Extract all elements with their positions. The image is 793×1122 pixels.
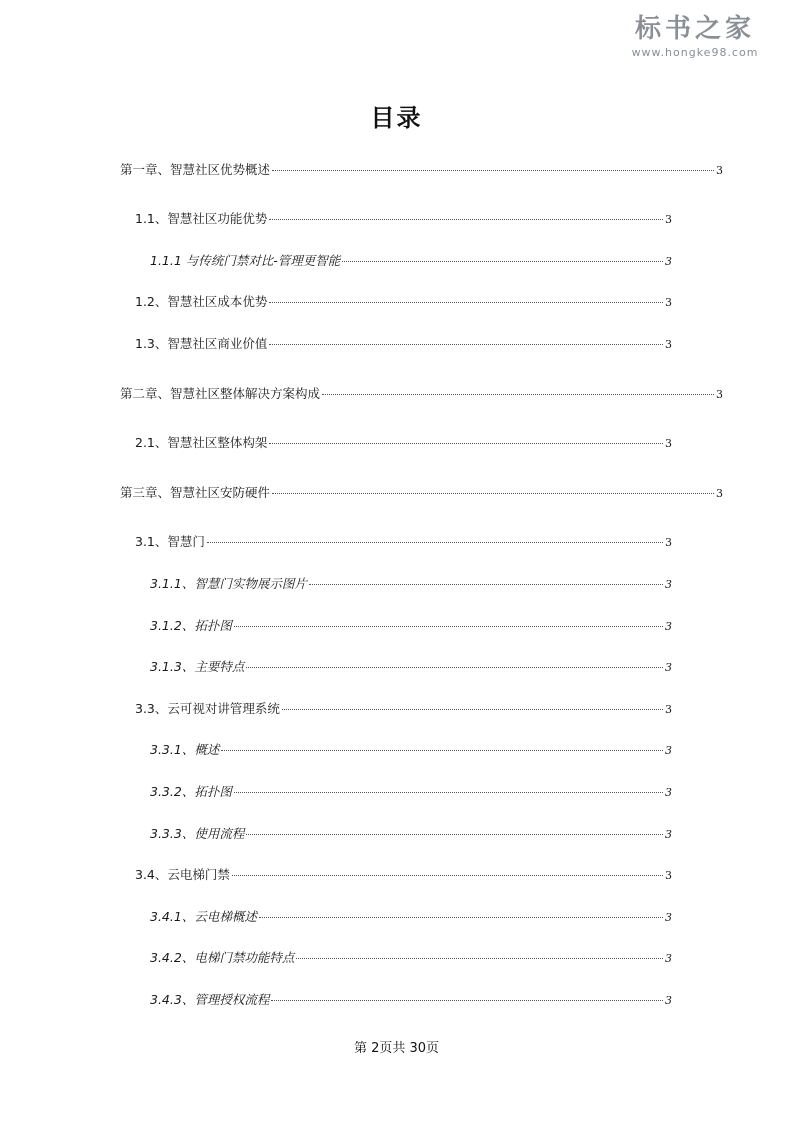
toc-entry-number: 3.1.3、 (150, 659, 195, 674)
toc-entry[interactable] (150, 657, 672, 675)
toc-entry[interactable] (135, 209, 672, 227)
toc-entry[interactable] (150, 574, 672, 592)
toc-entry-number: 3.3、 (135, 701, 168, 716)
toc-entry[interactable] (150, 251, 672, 269)
toc-entry-number: 第一章、 (120, 162, 171, 177)
toc-dot-leader (259, 917, 663, 918)
toc-entry-title: 拓扑图 (194, 618, 232, 633)
toc-dot-leader (232, 875, 663, 876)
toc-entry-number: 3.1.2、 (150, 618, 195, 633)
toc-entry[interactable] (135, 865, 672, 883)
toc-entry[interactable] (150, 990, 672, 1008)
toc-entry-number: 3.4.2、 (150, 950, 195, 965)
toc-dot-leader (269, 219, 663, 220)
toc-entry-title: 智慧社区整体解决方案构成 (170, 386, 321, 401)
toc-entry-title: 云电梯门禁 (167, 867, 230, 882)
toc-page-number: 3 (716, 164, 723, 177)
toc-entry[interactable] (120, 384, 723, 402)
toc-dot-leader (221, 750, 663, 751)
toc-entry[interactable] (150, 824, 672, 842)
toc-entry[interactable] (135, 334, 672, 352)
toc-entry-title: 智慧社区成本优势 (167, 294, 268, 309)
toc-page-number: 3 (665, 437, 672, 450)
toc-page-number: 3 (665, 703, 672, 716)
toc-page-number: 3 (716, 487, 723, 500)
toc-entry-title: 云可视对讲管理系统 (167, 701, 280, 716)
toc-entry[interactable] (150, 948, 672, 966)
toc-entry-number: 3.1.1、 (150, 576, 195, 591)
toc-entry-title: 智慧门 (167, 534, 205, 549)
toc-dot-leader (246, 834, 663, 835)
toc-dot-leader (269, 344, 663, 345)
logo-main-text: 标书之家 (634, 14, 755, 44)
toc-entry-title: 管理授权流程 (194, 992, 270, 1007)
page-footer: 第 2页共 30页 (353, 1041, 440, 1056)
toc-dot-leader (309, 584, 663, 585)
toc-entry-number: 3.4.3、 (150, 992, 195, 1007)
toc-entry-number: 1.1、 (135, 211, 168, 226)
toc-entry-title: 智慧社区商业价值 (167, 336, 268, 351)
toc-entry[interactable] (150, 740, 672, 758)
toc-dot-leader (269, 443, 663, 444)
toc-page-number: 3 (665, 620, 672, 633)
toc-entry-title: 使用流程 (194, 826, 245, 841)
toc-dot-leader (234, 792, 663, 793)
toc-entry-title: 主要特点 (194, 659, 245, 674)
toc-page-number: 3 (665, 578, 672, 591)
toc-entry-number: 3.3.2、 (150, 784, 195, 799)
toc-page-number: 3 (665, 213, 672, 226)
toc-page-number: 3 (716, 388, 723, 401)
toc-entry-number: 1.3、 (135, 336, 168, 351)
page-title: 目录 (370, 104, 423, 132)
toc-entry-title: 智慧社区安防硬件 (170, 485, 271, 500)
toc-entry-number: 1.1.1 (150, 253, 186, 268)
toc-entry-number: 3.1、 (135, 534, 168, 549)
toc-page-number: 3 (665, 994, 672, 1007)
toc-dot-leader (282, 709, 663, 710)
toc-page-number: 3 (665, 952, 672, 965)
toc-dot-leader (207, 542, 663, 543)
toc-entry[interactable] (120, 160, 723, 178)
toc-dot-leader (271, 1000, 663, 1001)
toc-dot-leader (272, 493, 714, 494)
toc-dot-leader (322, 394, 714, 395)
toc-entry[interactable] (150, 907, 672, 925)
toc-entry-title: 拓扑图 (194, 784, 232, 799)
toc-entry-number: 第三章、 (120, 485, 171, 500)
toc-entry-number: 2.1、 (135, 435, 168, 450)
toc-entry-number: 3.3.3、 (150, 826, 195, 841)
toc-dot-leader (342, 261, 663, 262)
toc-entry-title: 智慧社区整体构架 (167, 435, 268, 450)
toc-entry-title: 云电梯概述 (194, 909, 257, 924)
toc-entry-number: 3.4.1、 (150, 909, 195, 924)
toc-entry-title: 概述 (194, 742, 220, 757)
toc-entry-title: 与传统门禁对比-管理更智能 (185, 253, 341, 268)
toc-page-number: 3 (665, 911, 672, 924)
toc-page-number: 3 (665, 869, 672, 882)
toc-entry-title: 智慧社区功能优势 (167, 211, 268, 226)
toc-entry[interactable] (135, 433, 672, 451)
logo-url-text: www.hongke98.com (631, 46, 759, 59)
toc-page-number: 3 (665, 255, 672, 268)
toc-page-number: 3 (665, 338, 672, 351)
toc-entry[interactable] (120, 483, 723, 501)
toc-entry[interactable] (150, 782, 672, 800)
toc-page-number: 3 (665, 661, 672, 674)
toc-entry[interactable] (135, 292, 672, 310)
toc-dot-leader (272, 170, 714, 171)
toc-page-number: 3 (665, 744, 672, 757)
toc-entry-number: 3.3.1、 (150, 742, 195, 757)
toc-page-number: 3 (665, 296, 672, 309)
toc-entry[interactable] (135, 532, 672, 550)
toc-dot-leader (296, 958, 663, 959)
toc-page-number: 3 (665, 786, 672, 799)
toc-entry-number: 1.2、 (135, 294, 168, 309)
toc-entry[interactable] (135, 699, 672, 717)
toc-entry-number: 第二章、 (120, 386, 171, 401)
toc-entry-title: 智慧社区优势概述 (170, 162, 271, 177)
toc-dot-leader (234, 626, 663, 627)
toc-page-number: 3 (665, 536, 672, 549)
toc-dot-leader (269, 302, 663, 303)
toc-entry-number: 3.4、 (135, 867, 168, 882)
toc-page-number: 3 (665, 828, 672, 841)
toc-entry-title: 智慧门实物展示图片 (194, 576, 307, 591)
toc-entry[interactable] (150, 616, 672, 634)
toc-dot-leader (246, 667, 663, 668)
watermark-logo (615, 14, 775, 59)
toc-entry-title: 电梯门禁功能特点 (194, 950, 295, 965)
